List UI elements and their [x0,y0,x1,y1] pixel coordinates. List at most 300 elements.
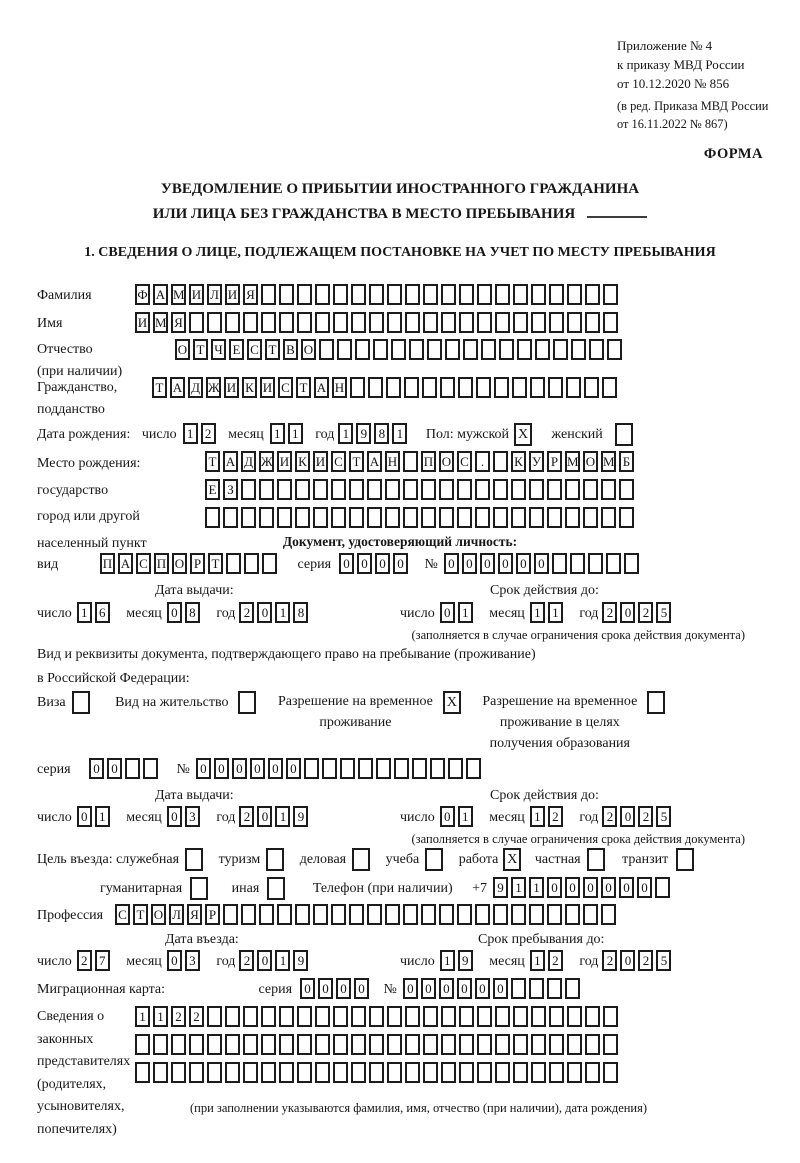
purpose-business-checkbox[interactable] [352,848,370,871]
char-cell[interactable]: 0 [498,553,513,574]
char-cell[interactable]: Е [205,479,220,500]
char-cell[interactable]: Т [193,339,208,360]
char-cell[interactable]: 0 [357,553,372,574]
char-cell[interactable] [475,479,490,500]
char-cell[interactable] [585,1034,600,1055]
char-cell[interactable] [189,312,204,333]
char-cell[interactable] [171,1034,186,1055]
char-cell[interactable]: 0 [462,553,477,574]
char-cell[interactable]: Д [241,451,256,472]
char-cell[interactable] [333,1006,348,1027]
char-cell[interactable]: 0 [440,602,455,623]
char-cell[interactable] [549,1006,564,1027]
char-cell[interactable] [412,758,427,779]
char-cell[interactable]: Я [243,284,258,305]
char-cell[interactable] [315,1034,330,1055]
char-cell[interactable] [481,339,496,360]
char-cell[interactable]: 2 [638,806,653,827]
char-cell[interactable]: П [154,553,169,574]
char-cell[interactable] [243,1034,258,1055]
char-cell[interactable]: О [439,451,454,472]
char-cell[interactable] [476,377,491,398]
purpose-humanitarian-checkbox[interactable] [190,877,208,900]
char-cell[interactable]: 0 [300,978,315,999]
char-cell[interactable] [297,284,312,305]
char-cell[interactable] [565,978,580,999]
char-cell[interactable]: 0 [89,758,104,779]
char-cell[interactable]: 0 [637,877,652,898]
char-cell[interactable]: Т [133,904,148,925]
char-cell[interactable]: 8 [374,423,389,444]
char-cell[interactable] [571,339,586,360]
char-cell[interactable] [549,312,564,333]
char-cell[interactable]: М [601,451,616,472]
char-cell[interactable] [603,312,618,333]
char-cell[interactable] [531,312,546,333]
char-cell[interactable] [585,284,600,305]
char-cell[interactable]: 1 [458,602,473,623]
char-cell[interactable]: 0 [107,758,122,779]
char-cell[interactable] [331,904,346,925]
char-cell[interactable] [369,1062,384,1083]
char-cell[interactable] [530,377,545,398]
char-cell[interactable] [315,1006,330,1027]
purpose-official-checkbox[interactable] [185,848,203,871]
char-cell[interactable] [313,479,328,500]
char-cell[interactable] [459,1006,474,1027]
char-cell[interactable] [439,904,454,925]
char-cell[interactable]: 7 [95,950,110,971]
char-cell[interactable] [512,377,527,398]
char-cell[interactable]: 0 [534,553,549,574]
char-cell[interactable] [477,1034,492,1055]
char-cell[interactable]: С [331,451,346,472]
char-cell[interactable] [589,339,604,360]
char-cell[interactable] [207,1034,222,1055]
char-cell[interactable]: 3 [185,806,200,827]
char-cell[interactable] [495,312,510,333]
char-cell[interactable] [386,377,401,398]
char-cell[interactable]: Ж [259,451,274,472]
char-cell[interactable] [606,553,621,574]
char-cell[interactable] [261,1034,276,1055]
char-cell[interactable] [143,758,158,779]
char-cell[interactable] [315,1062,330,1083]
char-cell[interactable]: Р [190,553,205,574]
char-cell[interactable]: Т [349,451,364,472]
char-cell[interactable]: 1 [270,423,285,444]
char-cell[interactable] [189,1062,204,1083]
char-cell[interactable]: 1 [275,806,290,827]
char-cell[interactable] [466,758,481,779]
char-cell[interactable] [349,507,364,528]
char-cell[interactable] [297,1006,312,1027]
char-cell[interactable] [243,1062,258,1083]
char-cell[interactable] [531,1034,546,1055]
char-cell[interactable]: 0 [457,978,472,999]
char-cell[interactable]: М [153,312,168,333]
char-cell[interactable] [547,978,562,999]
char-cell[interactable]: 0 [318,978,333,999]
char-cell[interactable] [567,1006,582,1027]
char-cell[interactable] [567,312,582,333]
char-cell[interactable]: Т [152,377,167,398]
char-cell[interactable] [225,1034,240,1055]
char-cell[interactable] [207,1062,222,1083]
char-cell[interactable] [376,758,391,779]
char-cell[interactable] [331,507,346,528]
char-cell[interactable] [566,377,581,398]
sex-male-checkbox[interactable]: X [514,423,532,446]
char-cell[interactable]: 5 [656,602,671,623]
char-cell[interactable]: 1 [440,950,455,971]
char-cell[interactable]: 9 [458,950,473,971]
char-cell[interactable] [565,507,580,528]
char-cell[interactable] [493,507,508,528]
char-cell[interactable] [369,284,384,305]
char-cell[interactable] [477,1062,492,1083]
char-cell[interactable] [351,1006,366,1027]
char-cell[interactable]: 2 [201,423,216,444]
char-cell[interactable]: С [457,451,472,472]
char-cell[interactable] [585,1062,600,1083]
char-cell[interactable]: К [242,377,257,398]
char-cell[interactable] [333,1034,348,1055]
char-cell[interactable]: О [301,339,316,360]
char-cell[interactable] [495,1062,510,1083]
char-cell[interactable]: 0 [601,877,616,898]
char-cell[interactable]: 1 [530,950,545,971]
char-cell[interactable] [403,451,418,472]
char-cell[interactable]: В [283,339,298,360]
char-cell[interactable]: И [189,284,204,305]
char-cell[interactable] [223,507,238,528]
char-cell[interactable] [297,312,312,333]
char-cell[interactable] [493,479,508,500]
char-cell[interactable] [261,1062,276,1083]
char-cell[interactable] [567,1034,582,1055]
char-cell[interactable]: 2 [189,1006,204,1027]
char-cell[interactable]: Я [187,904,202,925]
purpose-tourism-checkbox[interactable] [266,848,284,871]
char-cell[interactable] [313,904,328,925]
char-cell[interactable] [427,339,442,360]
char-cell[interactable]: 0 [547,877,562,898]
char-cell[interactable] [331,479,346,500]
char-cell[interactable]: 2 [239,602,254,623]
char-cell[interactable]: 1 [530,806,545,827]
char-cell[interactable] [511,904,526,925]
char-cell[interactable]: О [151,904,166,925]
char-cell[interactable] [567,1062,582,1083]
char-cell[interactable] [226,553,241,574]
char-cell[interactable] [279,284,294,305]
char-cell[interactable]: 0 [475,978,490,999]
char-cell[interactable] [513,1034,528,1055]
char-cell[interactable] [225,1062,240,1083]
char-cell[interactable] [333,312,348,333]
purpose-work-checkbox[interactable]: X [503,848,521,871]
char-cell[interactable] [495,1034,510,1055]
char-cell[interactable] [171,1062,186,1083]
char-cell[interactable]: 0 [336,978,351,999]
char-cell[interactable] [373,339,388,360]
char-cell[interactable]: 9 [293,950,308,971]
char-cell[interactable]: Я [171,312,186,333]
char-cell[interactable] [588,553,603,574]
char-cell[interactable] [607,339,622,360]
char-cell[interactable] [333,1062,348,1083]
char-cell[interactable] [529,507,544,528]
temp-residence-checkbox[interactable]: X [443,691,461,714]
char-cell[interactable] [475,507,490,528]
char-cell[interactable]: Н [385,451,400,472]
char-cell[interactable] [583,904,598,925]
char-cell[interactable]: И [135,312,150,333]
char-cell[interactable] [423,1034,438,1055]
char-cell[interactable] [259,904,274,925]
char-cell[interactable] [351,312,366,333]
char-cell[interactable] [125,758,140,779]
char-cell[interactable] [135,1034,150,1055]
char-cell[interactable] [295,507,310,528]
char-cell[interactable] [441,1062,456,1083]
char-cell[interactable]: Т [296,377,311,398]
char-cell[interactable] [601,507,616,528]
char-cell[interactable] [367,507,382,528]
char-cell[interactable]: 2 [239,806,254,827]
char-cell[interactable] [405,284,420,305]
char-cell[interactable] [369,1034,384,1055]
char-cell[interactable] [547,479,562,500]
char-cell[interactable] [405,1034,420,1055]
char-cell[interactable] [531,284,546,305]
char-cell[interactable] [277,507,292,528]
char-cell[interactable]: 0 [196,758,211,779]
char-cell[interactable]: 2 [602,950,617,971]
char-cell[interactable]: Е [229,339,244,360]
char-cell[interactable]: 0 [268,758,283,779]
char-cell[interactable] [423,284,438,305]
char-cell[interactable] [457,479,472,500]
char-cell[interactable] [277,904,292,925]
char-cell[interactable] [333,284,348,305]
char-cell[interactable]: 0 [339,553,354,574]
char-cell[interactable] [391,339,406,360]
char-cell[interactable]: 0 [403,978,418,999]
char-cell[interactable] [358,758,373,779]
char-cell[interactable] [261,1006,276,1027]
char-cell[interactable] [583,507,598,528]
char-cell[interactable] [385,479,400,500]
char-cell[interactable] [369,1006,384,1027]
char-cell[interactable]: А [118,553,133,574]
purpose-private-checkbox[interactable] [587,848,605,871]
char-cell[interactable] [259,507,274,528]
char-cell[interactable]: 0 [620,806,635,827]
char-cell[interactable] [517,339,532,360]
char-cell[interactable]: А [314,377,329,398]
char-cell[interactable]: Б [619,451,634,472]
char-cell[interactable] [304,758,319,779]
purpose-transit-checkbox[interactable] [676,848,694,871]
char-cell[interactable]: 0 [480,553,495,574]
char-cell[interactable]: П [100,553,115,574]
char-cell[interactable] [421,479,436,500]
char-cell[interactable] [241,507,256,528]
char-cell[interactable] [440,377,455,398]
char-cell[interactable] [459,1062,474,1083]
char-cell[interactable] [565,904,580,925]
char-cell[interactable]: 0 [286,758,301,779]
char-cell[interactable] [244,553,259,574]
char-cell[interactable]: 1 [338,423,353,444]
char-cell[interactable]: А [170,377,185,398]
char-cell[interactable] [315,312,330,333]
char-cell[interactable] [423,1006,438,1027]
char-cell[interactable] [394,758,409,779]
char-cell[interactable] [350,377,365,398]
char-cell[interactable] [547,507,562,528]
char-cell[interactable] [225,312,240,333]
char-cell[interactable]: С [278,377,293,398]
char-cell[interactable] [457,507,472,528]
char-cell[interactable] [207,312,222,333]
char-cell[interactable]: 2 [171,1006,186,1027]
char-cell[interactable] [153,1034,168,1055]
char-cell[interactable] [624,553,639,574]
char-cell[interactable]: Р [205,904,220,925]
char-cell[interactable] [205,507,220,528]
char-cell[interactable]: Н [332,377,347,398]
char-cell[interactable]: Л [207,284,222,305]
char-cell[interactable] [279,1062,294,1083]
char-cell[interactable]: 0 [421,978,436,999]
char-cell[interactable] [297,1062,312,1083]
char-cell[interactable]: 0 [77,806,92,827]
char-cell[interactable] [404,377,419,398]
char-cell[interactable]: К [511,451,526,472]
char-cell[interactable] [225,1006,240,1027]
char-cell[interactable]: 9 [493,877,508,898]
char-cell[interactable]: М [171,284,186,305]
char-cell[interactable] [369,312,384,333]
char-cell[interactable]: 0 [516,553,531,574]
char-cell[interactable]: 1 [530,602,545,623]
char-cell[interactable]: А [153,284,168,305]
char-cell[interactable] [297,1034,312,1055]
char-cell[interactable]: 1 [275,950,290,971]
char-cell[interactable] [547,904,562,925]
char-cell[interactable]: 0 [444,553,459,574]
char-cell[interactable] [387,1034,402,1055]
char-cell[interactable]: 0 [167,950,182,971]
char-cell[interactable] [495,1006,510,1027]
char-cell[interactable]: А [367,451,382,472]
char-cell[interactable] [387,312,402,333]
char-cell[interactable]: Т [205,451,220,472]
char-cell[interactable]: 0 [167,602,182,623]
char-cell[interactable] [441,284,456,305]
char-cell[interactable]: 0 [393,553,408,574]
char-cell[interactable] [477,312,492,333]
char-cell[interactable] [423,1062,438,1083]
char-cell[interactable]: Д [188,377,203,398]
char-cell[interactable] [529,904,544,925]
char-cell[interactable] [295,479,310,500]
char-cell[interactable]: 0 [214,758,229,779]
char-cell[interactable]: 9 [293,806,308,827]
char-cell[interactable] [261,312,276,333]
char-cell[interactable] [243,312,258,333]
char-cell[interactable]: Р [547,451,562,472]
char-cell[interactable] [475,904,490,925]
char-cell[interactable] [351,1062,366,1083]
char-cell[interactable]: М [565,451,580,472]
char-cell[interactable]: 2 [548,806,563,827]
char-cell[interactable] [153,1062,168,1083]
char-cell[interactable]: 1 [548,602,563,623]
char-cell[interactable]: 8 [185,602,200,623]
char-cell[interactable]: Ф [135,284,150,305]
char-cell[interactable]: И [277,451,292,472]
char-cell[interactable] [405,1006,420,1027]
char-cell[interactable]: И [260,377,275,398]
char-cell[interactable] [565,479,580,500]
char-cell[interactable] [549,284,564,305]
char-cell[interactable]: К [295,451,310,472]
char-cell[interactable]: 0 [257,806,272,827]
char-cell[interactable] [368,377,383,398]
char-cell[interactable] [319,339,334,360]
char-cell[interactable]: 0 [439,978,454,999]
char-cell[interactable]: . [475,451,490,472]
char-cell[interactable] [448,758,463,779]
char-cell[interactable] [445,339,460,360]
char-cell[interactable]: О [583,451,598,472]
char-cell[interactable] [459,312,474,333]
char-cell[interactable]: 1 [135,1006,150,1027]
char-cell[interactable] [513,1062,528,1083]
char-cell[interactable]: 2 [638,950,653,971]
char-cell[interactable] [367,904,382,925]
char-cell[interactable] [340,758,355,779]
char-cell[interactable]: 0 [354,978,369,999]
char-cell[interactable] [552,553,567,574]
char-cell[interactable] [385,904,400,925]
char-cell[interactable] [261,284,276,305]
char-cell[interactable] [295,904,310,925]
char-cell[interactable] [441,1034,456,1055]
char-cell[interactable] [570,553,585,574]
char-cell[interactable] [459,284,474,305]
char-cell[interactable]: 0 [620,950,635,971]
char-cell[interactable]: 8 [293,602,308,623]
char-cell[interactable] [529,479,544,500]
char-cell[interactable] [405,312,420,333]
char-cell[interactable] [403,507,418,528]
char-cell[interactable]: П [421,451,436,472]
char-cell[interactable]: 0 [257,602,272,623]
char-cell[interactable]: 2 [77,950,92,971]
char-cell[interactable]: 0 [167,806,182,827]
purpose-study-checkbox[interactable] [425,848,443,871]
char-cell[interactable] [603,1006,618,1027]
char-cell[interactable] [603,284,618,305]
char-cell[interactable] [355,339,370,360]
char-cell[interactable]: 2 [239,950,254,971]
char-cell[interactable] [601,479,616,500]
